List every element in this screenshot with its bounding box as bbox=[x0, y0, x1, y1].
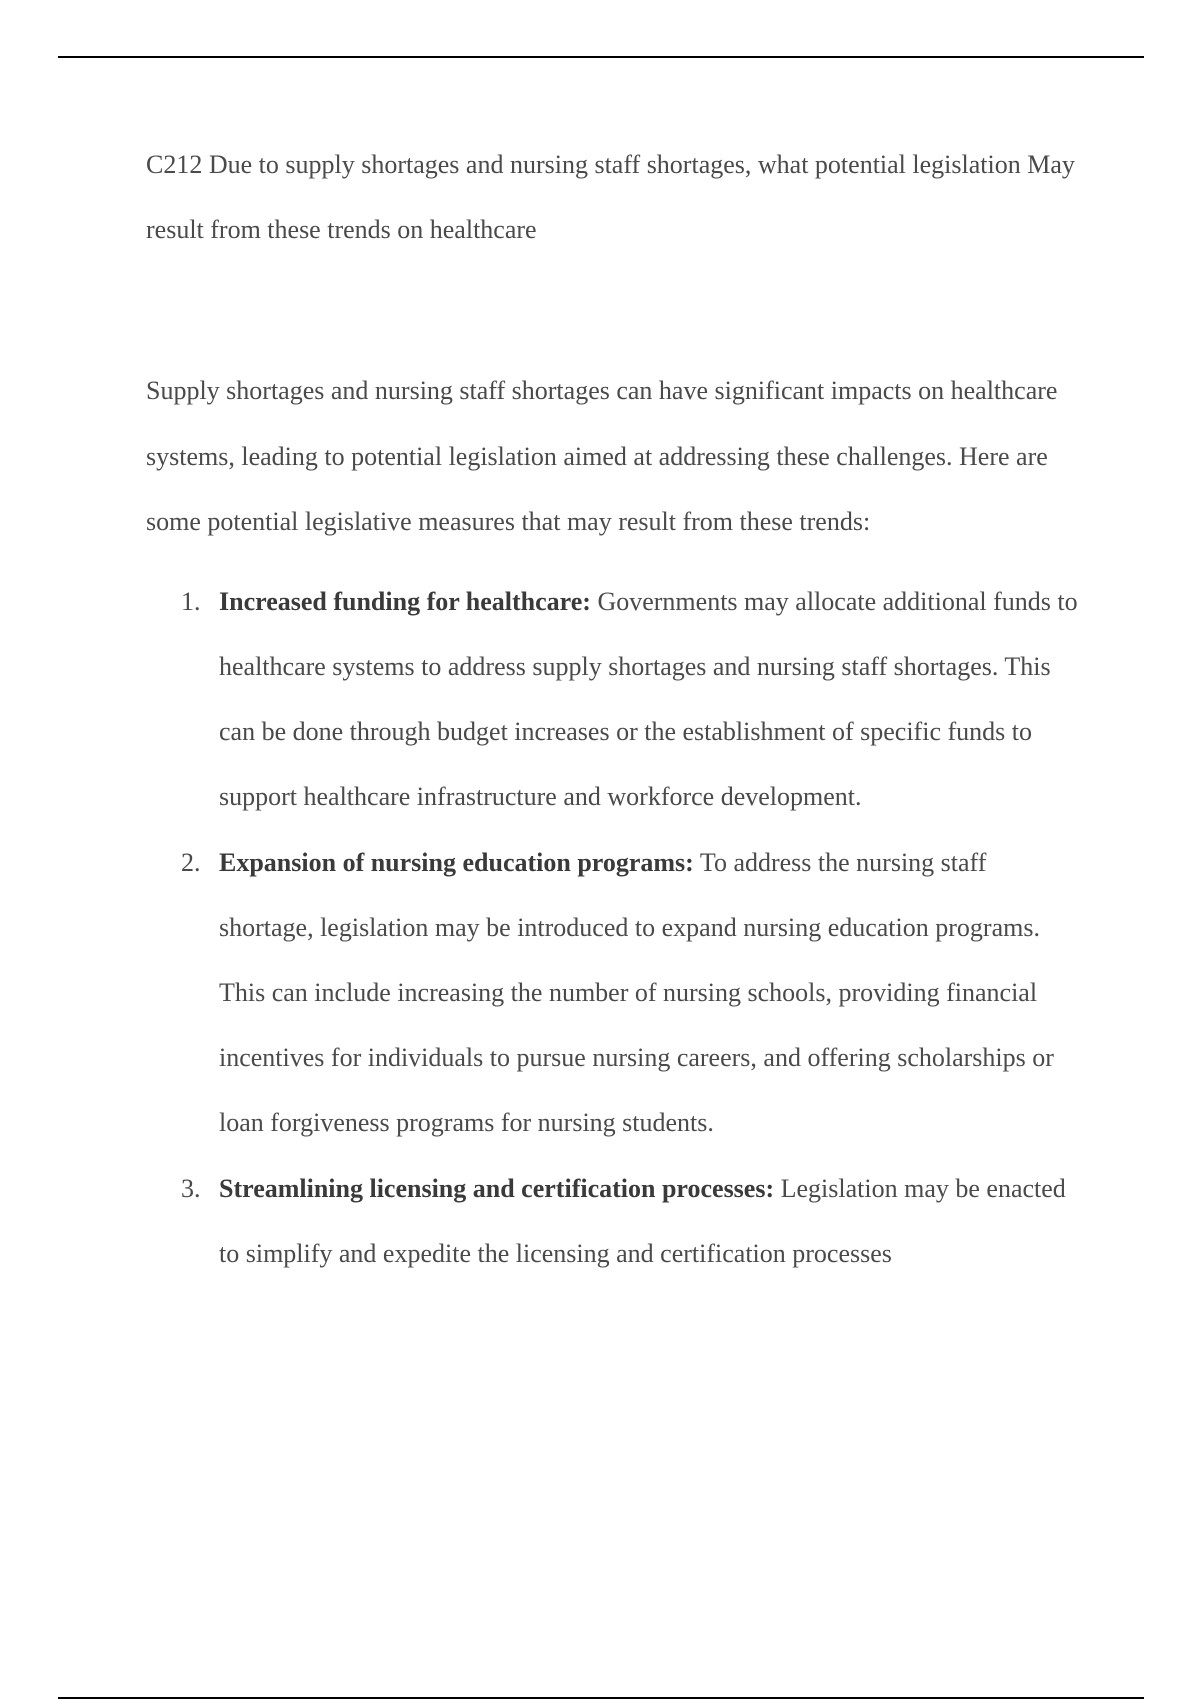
list-item bbox=[146, 569, 1086, 829]
bottom-rule bbox=[58, 1697, 1144, 1699]
document-title: C212 Due to supply shortages and nursing staff shortages, what potential legislation May result from these trends on healthcare bbox=[146, 150, 1075, 244]
list-item bbox=[146, 830, 1086, 1155]
top-rule bbox=[58, 56, 1144, 58]
list-item-heading: Increased funding for healthcare: bbox=[219, 586, 591, 616]
list-item-heading: Expansion of nursing education programs: bbox=[219, 847, 694, 877]
legislative-measures-list bbox=[146, 569, 1086, 1286]
list-item-number: 1. bbox=[181, 586, 201, 616]
document-body bbox=[146, 132, 1086, 1287]
intro-paragraph: Supply shortages and nursing staff shortages can have significant impacts on healthcare systems, leading to potential legislation aimed at addressing these challenges. Here are some potential legislative measures that may result from these trends: bbox=[146, 376, 1058, 536]
list-item-text: To address the nursing staff shortage, legislation may be introduced to expand nursing education programs. This can include increasing the number of nursing schools, providing financial incentives for individuals to pursue nursing careers, and offering scholarships or loan forgiveness programs for nursing students. bbox=[219, 847, 1054, 1137]
list-item bbox=[146, 1156, 1086, 1286]
list-item-text: Legislation may be enacted to simplify and expedite the licensing and certification processes bbox=[219, 1173, 1066, 1268]
list-item-heading: Streamlining licensing and certification processes: bbox=[219, 1173, 775, 1203]
list-item-number: 2. bbox=[181, 847, 201, 877]
list-item-text: Governments may allocate additional funds to healthcare systems to address supply shortages and nursing staff shortages. This can be done through budget increases or the establishment of specific funds to support healthcare infrastructure and workforce development. bbox=[219, 586, 1078, 811]
list-item-number: 3. bbox=[181, 1173, 201, 1203]
